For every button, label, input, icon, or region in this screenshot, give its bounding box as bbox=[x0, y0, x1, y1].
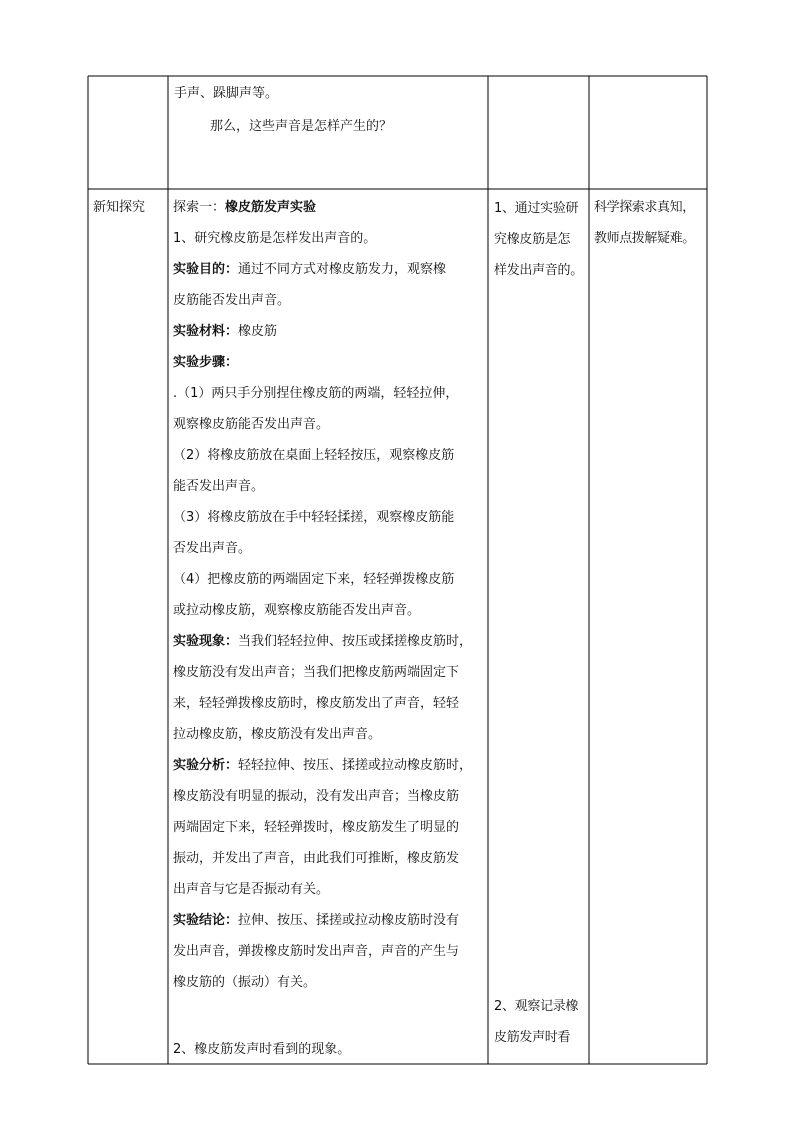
purpose-line-cont: 皮筋能否发出声音。 bbox=[173, 293, 291, 308]
exploration-heading bbox=[173, 192, 485, 223]
analysis-label: 实验分析： bbox=[173, 758, 239, 773]
phenomenon-line bbox=[173, 626, 485, 657]
heading-prefix: 探索一： bbox=[173, 200, 226, 215]
step-line: （4）把橡皮筋的两端固定下来，轻轻弹拨橡皮筋 bbox=[173, 572, 455, 587]
material-text: 橡皮筋 bbox=[238, 324, 278, 339]
purpose-label: 实验目的： bbox=[173, 262, 239, 277]
teaching-note-line: 教师点拨解疑难。 bbox=[594, 231, 695, 246]
analysis-line-cont: 两端固定下来，轻轻弹拨时，橡皮筋发生了明显的 bbox=[173, 820, 460, 835]
conclusion-label: 实验结论： bbox=[173, 913, 239, 928]
subheading-2-cell bbox=[173, 1034, 485, 1065]
heading-title: 橡皮筋发声实验 bbox=[225, 200, 317, 215]
purpose-text: 通过不同方式对橡皮筋发力，观察橡 bbox=[238, 262, 447, 277]
phenomenon-text: 当我们轻轻拉伸、按压或揉搓橡皮筋时， bbox=[238, 634, 473, 649]
section-label: 新知探究 bbox=[93, 200, 146, 215]
analysis-line-cont: 振动，并发出了声音，由此我们可推断，橡皮筋发 bbox=[173, 851, 460, 866]
step-line: （3）将橡皮筋放在手中轻轻揉搓，观察橡皮筋能 bbox=[173, 510, 455, 525]
objective-line: 究橡皮筋是怎 bbox=[494, 232, 571, 247]
material-line bbox=[173, 316, 485, 347]
purpose-line bbox=[173, 254, 485, 285]
subheading-2: 2、橡皮筋发声时看到的现象。 bbox=[173, 1042, 351, 1057]
objective-line: 2、观察记录橡 bbox=[494, 999, 579, 1014]
conclusion-text: 拉伸、按压、揉搓或拉动橡皮筋时没有 bbox=[238, 913, 460, 928]
conclusion-line-cont: 橡皮筋的（振动）有关。 bbox=[173, 975, 317, 990]
objective-line: 1、通过实验研 bbox=[494, 201, 579, 216]
top-row-content bbox=[174, 78, 484, 142]
conclusion-line bbox=[173, 905, 485, 936]
material-label: 实验材料： bbox=[173, 324, 239, 339]
section-label-cell bbox=[93, 192, 165, 223]
teaching-note-line: 科学探索求真知， bbox=[594, 200, 695, 215]
phenomenon-line-cont: 橡皮筋没有发出声音；当我们把橡皮筋两端固定下 bbox=[173, 665, 460, 680]
main-content-cell bbox=[173, 192, 485, 998]
step-line: （2）将橡皮筋放在桌面上轻轻按压，观察橡皮筋 bbox=[173, 448, 455, 463]
text-line: 手声、跺脚声等。 bbox=[174, 86, 279, 101]
conclusion-line-cont: 发出声音，弹拨橡皮筋时发出声音，声音的产生与 bbox=[173, 944, 460, 959]
steps-label: 实验步骤： bbox=[173, 355, 239, 370]
step-line: 或拉动橡皮筋，观察橡皮筋能否发出声音。 bbox=[173, 603, 421, 618]
objective-cell-2 bbox=[494, 991, 588, 1053]
objective-line: 皮筋发声时看 bbox=[494, 1030, 571, 1045]
subheading-1: 1、研究橡皮筋是怎样发出声音的。 bbox=[173, 231, 377, 246]
text-line: 那么，这些声音是怎样产生的？ bbox=[210, 119, 393, 134]
analysis-text: 轻轻拉伸、按压、揉搓或拉动橡皮筋时， bbox=[238, 758, 473, 773]
step-line: .（1）两只手分别捏住橡皮筋的两端，轻轻拉伸， bbox=[173, 386, 459, 401]
phenomenon-line-cont: 来，轻轻弹拨橡皮筋时，橡皮筋发出了声音，轻轻 bbox=[173, 696, 460, 711]
analysis-line-cont: 橡皮筋没有明显的振动，没有发出声音；当橡皮筋 bbox=[173, 789, 460, 804]
phenomenon-label: 实验现象： bbox=[173, 634, 239, 649]
analysis-line-cont: 出声音与它是否振动有关。 bbox=[173, 882, 330, 897]
objective-line: 样发出声音的。 bbox=[494, 263, 583, 278]
phenomenon-line-cont: 拉动橡皮筋，橡皮筋没有发出声音。 bbox=[173, 727, 382, 742]
step-line: 观察橡皮筋能否发出声音。 bbox=[173, 417, 330, 432]
step-line: 否发出声音。 bbox=[173, 541, 252, 556]
analysis-line bbox=[173, 750, 485, 781]
teaching-note-cell bbox=[594, 192, 706, 254]
step-line: 能否发出声音。 bbox=[173, 479, 265, 494]
objective-cell-1 bbox=[494, 193, 588, 286]
